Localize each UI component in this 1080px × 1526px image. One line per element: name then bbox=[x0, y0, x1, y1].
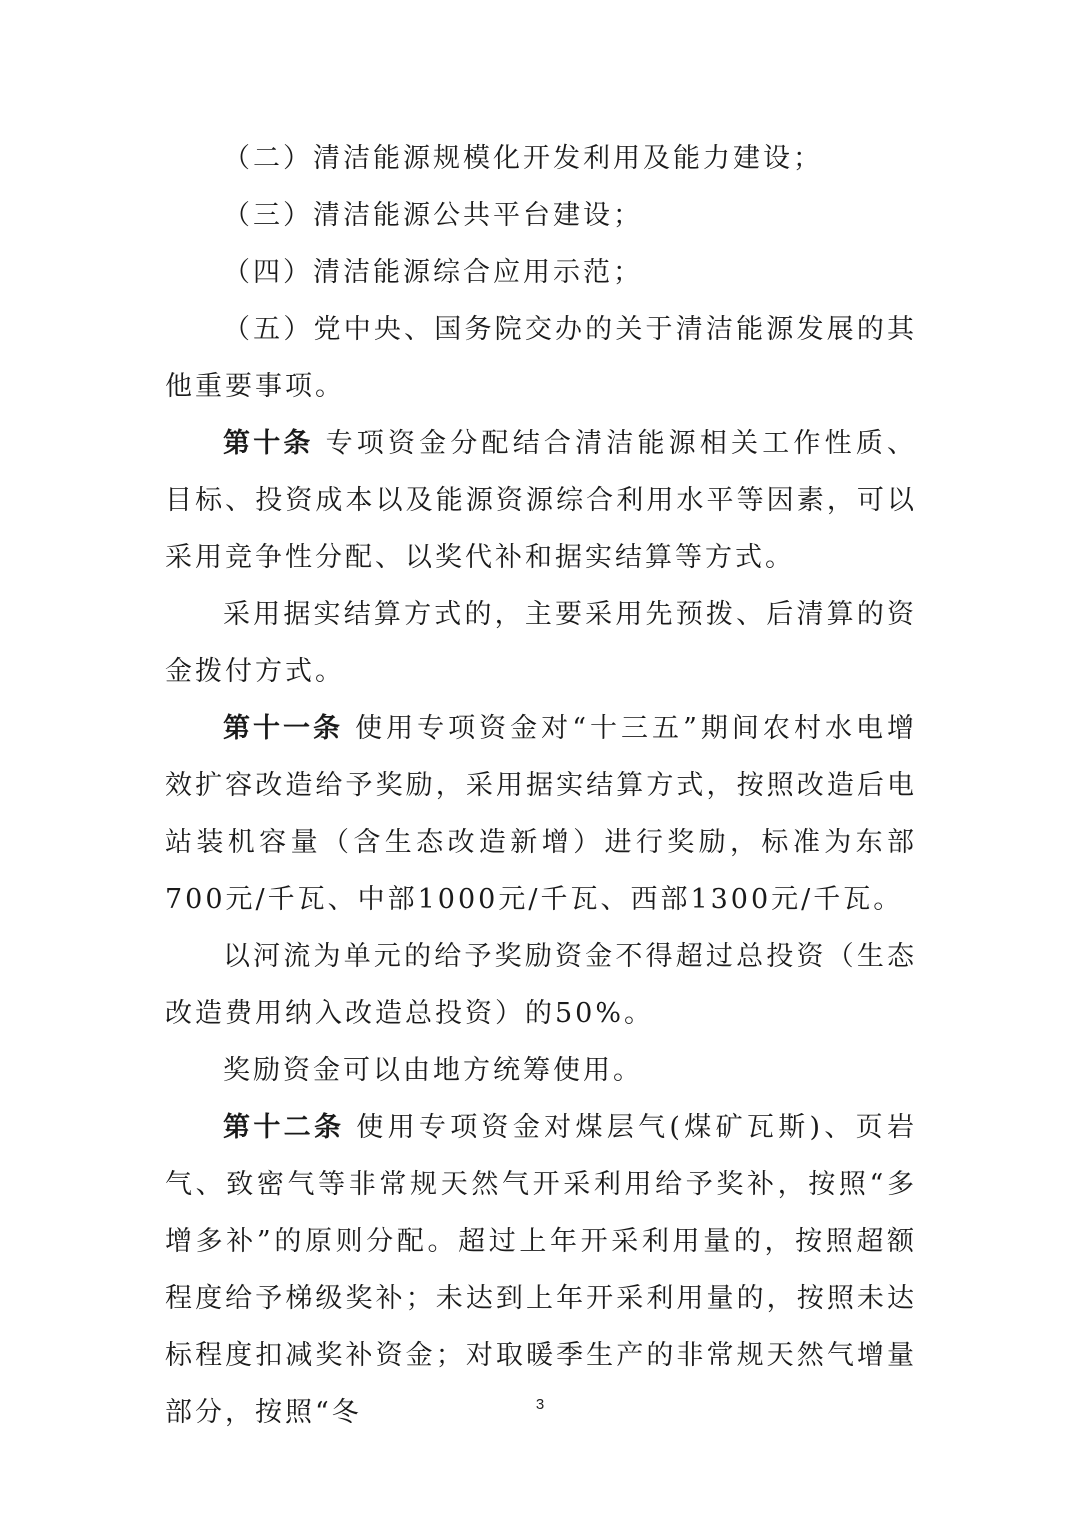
paragraph-text: （四）清洁能源综合应用示范； bbox=[223, 257, 643, 288]
paragraph-text: （三）清洁能源公共平台建设； bbox=[223, 200, 643, 231]
article-title: 第十一条 bbox=[223, 713, 344, 744]
article-title: 第十条 bbox=[223, 428, 314, 459]
article-11-paragraph-2 bbox=[165, 928, 917, 1042]
article-11-paragraph-3 bbox=[165, 1042, 917, 1099]
paragraph-text: 以河流为单元的给予奖励资金不得超过总投资（生态改造费用纳入改造总投资）的50%。 bbox=[165, 941, 917, 1029]
paragraph-text: （五）党中央、国务院交办的关于清洁能源发展的其他重要事项。 bbox=[165, 314, 917, 402]
article-11 bbox=[165, 700, 917, 928]
list-item-2 bbox=[165, 130, 917, 187]
article-10-paragraph-2 bbox=[165, 586, 917, 700]
list-item-3 bbox=[165, 187, 917, 244]
article-12 bbox=[165, 1099, 917, 1441]
document-body bbox=[165, 130, 917, 1441]
paragraph-text: 采用据实结算方式的，主要采用先预拨、后清算的资金拨付方式。 bbox=[165, 599, 917, 687]
paragraph-text: 奖励资金可以由地方统筹使用。 bbox=[223, 1055, 643, 1086]
article-title: 第十二条 bbox=[223, 1112, 345, 1143]
paragraph-text: （二）清洁能源规模化开发利用及能力建设； bbox=[223, 143, 823, 174]
list-item-4 bbox=[165, 244, 917, 301]
page-number: 3 bbox=[535, 1396, 545, 1413]
paragraph-text: 使用专项资金对“十三五”期间农村水电增效扩容改造给予奖励，采用据实结算方式，按照改造后电站装机容量（含生态改造新增）进行奖励，标准为东部700元/千瓦、中部1000元/千瓦、西部1300元/千瓦。 bbox=[165, 713, 918, 915]
paragraph-text: 专项资金分配结合清洁能源相关工作性质、目标、投资成本以及能源资源综合利用水平等因素，可以采用竞争性分配、以奖代补和据实结算等方式。 bbox=[165, 428, 918, 573]
article-10 bbox=[165, 415, 917, 586]
paragraph-text: 使用专项资金对煤层气(煤矿瓦斯)、页岩气、致密气等非常规天然气开采利用给予奖补，按照“多增多补”的原则分配。超过上年开采利用量的，按照超额程度给予梯级奖补；未达到上年开采利用量的，按照未达标程度扣减奖补资金；对取暖季生产的非常规天然气增量部分，按照“冬 bbox=[165, 1112, 917, 1428]
list-item-5 bbox=[165, 301, 917, 415]
